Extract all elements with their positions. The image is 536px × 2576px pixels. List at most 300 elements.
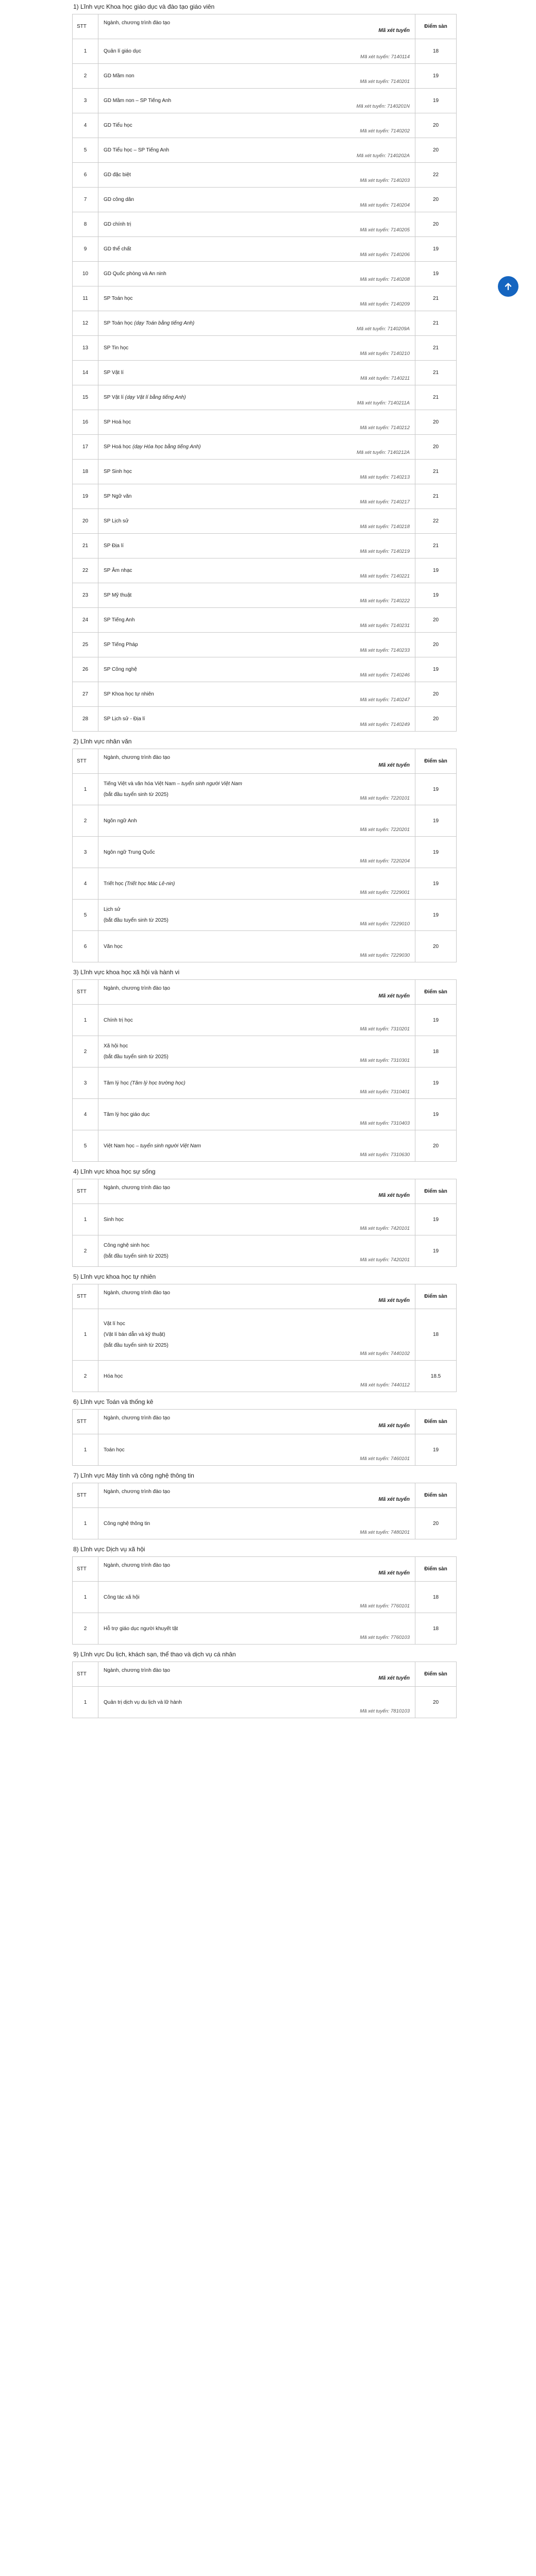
- program-code: [360, 648, 410, 653]
- header-program: [98, 1483, 415, 1508]
- program-name-text: SP Sinh học: [104, 469, 132, 474]
- program-name-text: SP Công nghệ: [104, 667, 137, 672]
- program-code: [360, 953, 410, 958]
- header-program: [98, 749, 415, 774]
- table-row: [73, 484, 457, 509]
- program-name: [104, 419, 410, 425]
- program-code: [360, 1351, 410, 1357]
- header-stt: STT: [73, 1662, 98, 1687]
- code-prefix: Mã xét tuyển:: [360, 524, 391, 530]
- program-code: [360, 722, 410, 727]
- program-cell: [98, 1235, 415, 1267]
- code-prefix: Mã xét tuyển:: [360, 722, 391, 727]
- table-row: [73, 1005, 457, 1036]
- program-cell: [98, 657, 415, 682]
- code-value: 7229001: [391, 890, 410, 895]
- header-program-label: Ngành, chương trình đào tạo: [104, 1290, 170, 1296]
- table-row: [73, 460, 457, 484]
- code-prefix: Mã xét tuyển:: [360, 549, 391, 554]
- code-prefix: Mã xét tuyển:: [360, 499, 391, 505]
- program-name: [104, 592, 410, 598]
- table-row: [73, 64, 457, 89]
- program-name: [104, 691, 410, 697]
- row-number: 2: [73, 1036, 98, 1067]
- program-cell: [98, 534, 415, 558]
- table-row: [73, 1361, 457, 1392]
- program-cell: [98, 410, 415, 435]
- program-name: [104, 1217, 410, 1223]
- program-name: [104, 907, 410, 912]
- section-title: 7) Lĩnh vực Máy tính và công nghệ thông tin: [73, 1472, 194, 1479]
- header-score: Điểm sàn: [415, 14, 457, 39]
- header-code-label: Mã xét tuyển: [378, 1297, 410, 1303]
- header-program-label: Ngành, chương trình đào tạo: [104, 1562, 170, 1568]
- table-row: [73, 1582, 457, 1613]
- code-prefix: Mã xét tuyển:: [360, 79, 391, 84]
- program-name-text: SP Toán học: [104, 296, 133, 301]
- min-score: 21: [415, 286, 457, 311]
- score-table: [72, 1284, 457, 1392]
- code-prefix: Mã xét tuyển:: [360, 178, 391, 183]
- min-score: 20: [415, 608, 457, 633]
- code-value: 7460101: [391, 1456, 410, 1462]
- table-row: [73, 361, 457, 385]
- score-table: [72, 979, 457, 1162]
- program-cell: [98, 361, 415, 385]
- program-cell: [98, 633, 415, 657]
- table-row: [73, 262, 457, 286]
- min-score: 20: [415, 707, 457, 732]
- program-name: [104, 1143, 410, 1149]
- code-prefix: Mã xét tuyển:: [360, 227, 391, 233]
- program-cell: [98, 682, 415, 707]
- code-prefix: Mã xét tuyển:: [360, 1603, 391, 1609]
- code-value: 7140247: [391, 697, 410, 703]
- program-note: (Triết học Mác Lê-nin): [125, 880, 175, 887]
- min-score: 20: [415, 1508, 457, 1539]
- code-value: 7420201: [391, 1257, 410, 1263]
- program-cell: [98, 509, 415, 534]
- program-name: [104, 716, 410, 722]
- program-name: [104, 1521, 410, 1527]
- row-number: 10: [73, 262, 98, 286]
- program-cell: [98, 1613, 415, 1645]
- program-code: [360, 598, 410, 604]
- program-cell: [98, 138, 415, 163]
- program-cell: [98, 237, 415, 262]
- table-row: [73, 805, 457, 837]
- program-name-text: GD Quốc phòng và An ninh: [104, 271, 166, 277]
- header-score: Điểm sàn: [415, 1410, 457, 1434]
- code-value: 7140212: [391, 425, 410, 431]
- table-header: [73, 1410, 457, 1434]
- program-cell: [98, 608, 415, 633]
- program-remark: (Vật lí bán dẫn và kỹ thuật): [104, 1332, 165, 1337]
- program-code: [360, 623, 410, 629]
- program-name: [104, 147, 410, 153]
- section-title: 5) Lĩnh vực khoa học tự nhiên: [73, 1273, 156, 1280]
- min-score: 20: [415, 1687, 457, 1718]
- code-value: 7140206: [391, 252, 410, 258]
- program-cell: [98, 435, 415, 460]
- program-cell: [98, 900, 415, 931]
- program-name-text: Tâm lý học: [104, 1080, 130, 1086]
- program-code: [357, 400, 410, 406]
- table-header: [73, 1284, 457, 1309]
- min-score: 19: [415, 558, 457, 583]
- row-number: 19: [73, 484, 98, 509]
- row-number: 1: [73, 39, 98, 64]
- header-code-label: Mã xét tuyển: [378, 993, 410, 999]
- row-number: 4: [73, 1099, 98, 1130]
- program-code: [360, 474, 410, 480]
- row-number: 13: [73, 336, 98, 361]
- row-number: 24: [73, 608, 98, 633]
- section-title: 1) Lĩnh vực Khoa học giáo dục và đào tạo giáo viên: [73, 3, 215, 10]
- header-program: [98, 1284, 415, 1309]
- min-score: 18.5: [415, 1361, 457, 1392]
- program-name-text: Ngôn ngữ Anh: [104, 818, 137, 824]
- header-stt: STT: [73, 749, 98, 774]
- code-prefix: Mã xét tuyển:: [360, 1708, 391, 1714]
- table-header: [73, 980, 457, 1005]
- section-title: 3) Lĩnh vực khoa học xã hội và hành vi: [73, 969, 180, 976]
- code-value: 7760101: [391, 1603, 410, 1609]
- program-code: [360, 376, 410, 381]
- table-row: [73, 509, 457, 534]
- code-prefix: Mã xét tuyển:: [360, 1456, 391, 1462]
- program-note: (Tâm lý học trường học): [130, 1080, 186, 1086]
- row-number: 5: [73, 900, 98, 931]
- code-value: 7220101: [391, 795, 410, 801]
- table-row: [73, 237, 457, 262]
- program-note: (dạy Toán bằng tiếng Anh): [134, 320, 195, 326]
- program-note: – tuyển sinh người Việt Nam: [175, 781, 242, 787]
- min-score: 20: [415, 1130, 457, 1162]
- code-prefix: Mã xét tuyển:: [360, 598, 391, 604]
- program-name-text: Xã hội học: [104, 1043, 128, 1049]
- program-name-text: SP Tin học: [104, 345, 129, 351]
- code-value: 7140221: [391, 573, 410, 579]
- program-code: [360, 54, 410, 60]
- header-program-label: Ngành, chương trình đào tạo: [104, 985, 170, 991]
- code-prefix: Mã xét tuyển:: [360, 301, 391, 307]
- header-code-label: Mã xét tuyển: [378, 1496, 410, 1502]
- min-score: 18: [415, 1309, 457, 1361]
- program-name-text: SP Hoá học: [104, 419, 131, 425]
- min-score: 20: [415, 633, 457, 657]
- program-code: [360, 1530, 410, 1535]
- program-name: [104, 1595, 410, 1600]
- program-name-text: Văn học: [104, 943, 123, 950]
- code-value: 7140208: [391, 277, 410, 282]
- table-header: [73, 1483, 457, 1508]
- table-row: [73, 1309, 457, 1361]
- program-cell: [98, 1434, 415, 1466]
- min-score: 19: [415, 868, 457, 900]
- code-value: 7140219: [391, 549, 410, 554]
- min-score: 20: [415, 212, 457, 237]
- score-table: [72, 14, 457, 732]
- row-number: 1: [73, 774, 98, 805]
- row-number: 15: [73, 385, 98, 410]
- program-code: [360, 827, 410, 833]
- min-score: 20: [415, 113, 457, 138]
- section-title: 4) Lĩnh vực khoa học sự sống: [73, 1168, 156, 1175]
- program-name: [104, 1080, 410, 1086]
- row-number: 9: [73, 237, 98, 262]
- min-score: 19: [415, 837, 457, 868]
- code-prefix: Mã xét tuyển:: [360, 202, 391, 208]
- table-row: [73, 1434, 457, 1466]
- min-score: 21: [415, 534, 457, 558]
- program-cell: [98, 805, 415, 837]
- program-code: [356, 104, 410, 109]
- table-row: [73, 435, 457, 460]
- table-row: [73, 657, 457, 682]
- program-cell: [98, 1036, 415, 1067]
- program-name-text: SP Vật lí: [104, 370, 124, 376]
- row-number: 16: [73, 410, 98, 435]
- program-cell: [98, 311, 415, 336]
- program-remark: (bắt đầu tuyển sinh từ 2025): [104, 1343, 169, 1348]
- program-cell: [98, 583, 415, 608]
- table-row: [73, 900, 457, 931]
- program-name: [104, 123, 410, 128]
- header-program: [98, 14, 415, 39]
- table-row: [73, 774, 457, 805]
- program-remark: (bắt đầu tuyển sinh từ 2025): [104, 1054, 169, 1060]
- program-cell: [98, 1067, 415, 1099]
- row-number: 1: [73, 1582, 98, 1613]
- program-cell: [98, 1309, 415, 1361]
- program-name-text: Tâm lý học giáo dục: [104, 1111, 150, 1117]
- program-name-text: Quản trị dịch vụ du lịch và lữ hành: [104, 1699, 182, 1705]
- table-row: [73, 385, 457, 410]
- row-number: 2: [73, 1235, 98, 1267]
- program-cell: [98, 1508, 415, 1539]
- program-note: (dạy Vật lí bằng tiếng Anh): [125, 395, 186, 400]
- row-number: 2: [73, 1613, 98, 1645]
- program-name-text: Công nghệ sinh học: [104, 1243, 149, 1248]
- header-program: [98, 1662, 415, 1687]
- row-number: 12: [73, 311, 98, 336]
- code-prefix: Mã xét tuyển:: [360, 54, 391, 60]
- code-prefix: Mã xét tuyển:: [360, 827, 391, 833]
- program-cell: [98, 1687, 415, 1718]
- code-prefix: Mã xét tuyển:: [360, 1257, 391, 1263]
- program-code: [360, 890, 410, 895]
- score-table: [72, 1662, 457, 1718]
- program-code: [360, 79, 410, 84]
- table-row: [73, 89, 457, 113]
- row-number: 1: [73, 1309, 98, 1361]
- table-row: [73, 188, 457, 212]
- header-code-label: Mã xét tuyển: [378, 27, 410, 33]
- code-prefix: Mã xét tuyển:: [360, 425, 391, 431]
- program-name-text: Hỗ trợ giáo dục người khuyết tật: [104, 1625, 178, 1632]
- program-code: [360, 1089, 410, 1095]
- row-number: 6: [73, 931, 98, 962]
- score-table: [72, 1179, 457, 1267]
- min-score: 18: [415, 1036, 457, 1067]
- code-value: 7140209A: [387, 326, 410, 332]
- code-prefix: Mã xét tuyển:: [360, 697, 391, 703]
- program-name-text: Hóa học: [104, 1373, 123, 1379]
- program-cell: [98, 336, 415, 361]
- table-row: [73, 534, 457, 558]
- program-code: [357, 450, 410, 455]
- program-name-text: Toán học: [104, 1447, 125, 1453]
- code-value: 7310401: [391, 1089, 410, 1095]
- program-name: [104, 1243, 410, 1248]
- code-value: 7140210: [391, 351, 410, 357]
- table-row: [73, 113, 457, 138]
- program-name: [104, 850, 410, 855]
- header-program: [98, 980, 415, 1005]
- code-prefix: Mã xét tuyển:: [360, 953, 391, 958]
- code-prefix: Mã xét tuyển:: [360, 1635, 391, 1640]
- program-name-text: SP Tiếng Pháp: [104, 642, 138, 648]
- program-name-text: Công nghệ thông tin: [104, 1520, 150, 1527]
- program-name: [104, 296, 410, 301]
- row-number: 2: [73, 64, 98, 89]
- row-number: 1: [73, 1687, 98, 1718]
- min-score: 19: [415, 1204, 457, 1235]
- program-name: [104, 667, 410, 672]
- header-program: [98, 1179, 415, 1204]
- header-score: Điểm sàn: [415, 980, 457, 1005]
- table-row: [73, 931, 457, 962]
- table-row: [73, 1099, 457, 1130]
- header-program-label: Ngành, chương trình đào tạo: [104, 1667, 170, 1673]
- table-row: [73, 558, 457, 583]
- table-row: [73, 868, 457, 900]
- code-value: 7229030: [391, 953, 410, 958]
- score-table: [72, 749, 457, 962]
- program-cell: [98, 774, 415, 805]
- program-name-text: GD Tiểu học – SP Tiếng Anh: [104, 147, 170, 153]
- code-prefix: Mã xét tuyển:: [360, 1226, 391, 1231]
- code-prefix: Mã xét tuyển:: [356, 104, 388, 109]
- code-value: 7440112: [391, 1382, 410, 1388]
- row-number: 3: [73, 1067, 98, 1099]
- code-value: 7310630: [391, 1152, 410, 1158]
- program-name-text: SP Tiếng Anh: [104, 617, 135, 623]
- header-program-label: Ngành, chương trình đào tạo: [104, 1184, 170, 1191]
- code-prefix: Mã xét tuyển:: [360, 890, 391, 895]
- table-row: [73, 1508, 457, 1539]
- program-cell: [98, 484, 415, 509]
- program-code: [360, 1026, 410, 1032]
- program-code: [360, 252, 410, 258]
- program-name: [104, 48, 410, 54]
- table-row: [73, 682, 457, 707]
- section-title: 6) Lĩnh vực Toán và thống kê: [73, 1398, 154, 1405]
- program-cell: [98, 1204, 415, 1235]
- table-row: [73, 1036, 457, 1067]
- row-number: 1: [73, 1204, 98, 1235]
- code-prefix: Mã xét tuyển:: [360, 1382, 391, 1388]
- min-score: 19: [415, 262, 457, 286]
- code-value: 7140114: [391, 54, 410, 60]
- row-number: 1: [73, 1508, 98, 1539]
- header-score: Điểm sàn: [415, 1662, 457, 1687]
- min-score: 21: [415, 385, 457, 410]
- table-row: [73, 1204, 457, 1235]
- program-code: [360, 697, 410, 703]
- program-name: [104, 1018, 410, 1023]
- program-name-text: SP Khoa học tự nhiên: [104, 691, 154, 697]
- program-cell: [98, 1361, 415, 1392]
- program-code: [360, 178, 410, 183]
- program-remark: (bắt đầu tuyển sinh từ 2025): [104, 792, 169, 798]
- row-number: 14: [73, 361, 98, 385]
- scroll-to-top-button[interactable]: [498, 276, 518, 297]
- program-name-text: Ngôn ngữ Trung Quốc: [104, 849, 155, 855]
- min-score: 18: [415, 1613, 457, 1645]
- header-stt: STT: [73, 1557, 98, 1582]
- code-value: 7440102: [391, 1351, 410, 1357]
- min-score: 19: [415, 657, 457, 682]
- program-name-text: SP Vật lí: [104, 395, 125, 400]
- program-code: [360, 1152, 410, 1158]
- program-name-text: Quản lí giáo dục: [104, 48, 141, 54]
- program-name: [104, 543, 410, 549]
- min-score: 21: [415, 484, 457, 509]
- program-name-text: Việt Nam học: [104, 1143, 135, 1149]
- program-code: [360, 795, 410, 801]
- min-score: 19: [415, 1067, 457, 1099]
- program-name-text: SP Hoá học: [104, 444, 132, 450]
- program-cell: [98, 163, 415, 188]
- min-score: 20: [415, 682, 457, 707]
- code-value: 7140209: [391, 301, 410, 307]
- program-name-text: SP Địa lí: [104, 543, 124, 549]
- program-code: [360, 1456, 410, 1462]
- min-score: 22: [415, 509, 457, 534]
- row-number: 5: [73, 138, 98, 163]
- header-score: Điểm sàn: [415, 1483, 457, 1508]
- program-name: [104, 1700, 410, 1705]
- program-code: [360, 921, 410, 927]
- code-value: 7140246: [391, 672, 410, 678]
- table-row: [73, 1613, 457, 1645]
- program-name: [104, 222, 410, 227]
- min-score: 20: [415, 435, 457, 460]
- code-value: 7310301: [391, 1058, 410, 1063]
- program-name: [104, 568, 410, 573]
- code-prefix: Mã xét tuyển:: [360, 1121, 391, 1126]
- code-prefix: Mã xét tuyển:: [360, 376, 391, 381]
- table-row: [73, 138, 457, 163]
- header-stt: STT: [73, 1483, 98, 1508]
- table-header: [73, 1662, 457, 1687]
- header-code-label: Mã xét tuyển: [378, 1422, 410, 1429]
- min-score: 21: [415, 336, 457, 361]
- code-prefix: Mã xét tuyển:: [360, 858, 391, 864]
- code-prefix: Mã xét tuyển:: [360, 672, 391, 678]
- code-value: 7140203: [391, 178, 410, 183]
- program-name: [104, 1112, 410, 1117]
- code-prefix: Mã xét tuyển:: [357, 400, 388, 406]
- program-cell: [98, 212, 415, 237]
- code-prefix: Mã xét tuyển:: [360, 252, 391, 258]
- program-name: [104, 1043, 410, 1049]
- program-note: (dạy Hóa học bằng tiếng Anh): [132, 444, 201, 450]
- code-value: 7140212A: [387, 450, 410, 455]
- code-value: 7140211A: [388, 400, 410, 406]
